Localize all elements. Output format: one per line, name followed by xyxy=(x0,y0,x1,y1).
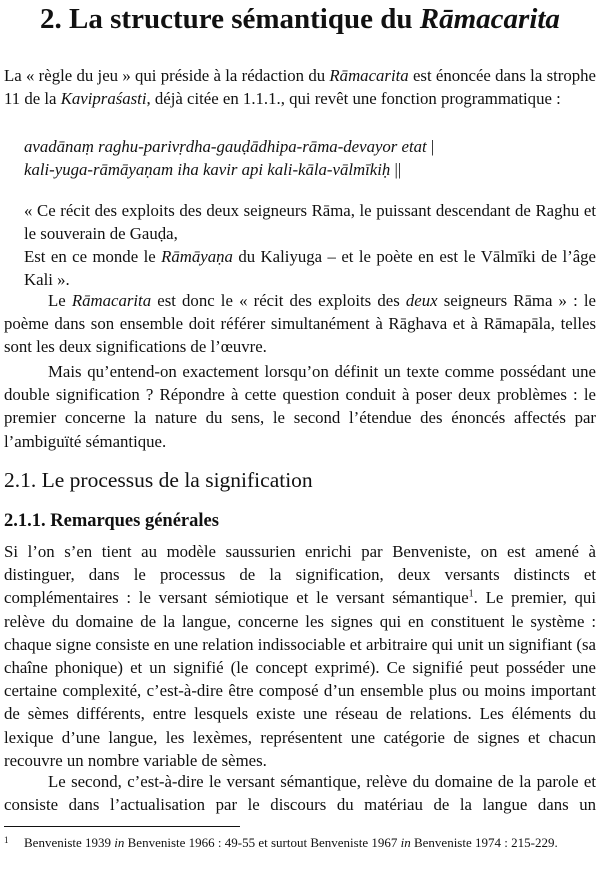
ramacarita-italic-1: Rāmacarita xyxy=(71,291,152,310)
quote-line-2a: Est en ce monde le xyxy=(24,247,162,267)
saussure-text-2: . Le premier, qui relève du domaine de la langue, concerne les signes qui en constituent le système : chaque signe consiste en une relation indissociable et arbitraire qui unit un signifiant (sa chaîne phonique) et un signifié (le concept exprimé). Ce signifié peut posséder une certaine complexité, c’est-à-dire être composé d’un ensemble plus ou moins important de sèmes différents, entre lesquels existe une réseau de relations. Les éléments du lexique d’une langue, les lexèmes, représentent une catégorie de signes et chacun recouvre un nombre variable de sèmes. xyxy=(4,588,596,770)
ramacarita-text-1: Le xyxy=(48,291,72,310)
intro-paragraph xyxy=(4,64,596,110)
footnote-number: 1 xyxy=(4,835,9,845)
footnote-italic-1: in xyxy=(114,835,125,850)
verse-line-2 xyxy=(24,159,584,182)
intro-text-1: La « règle du jeu » qui préside à la rédaction du xyxy=(4,66,330,85)
verse-line-1-text: avadānaṃ raghu-parivṛdha-gauḍādhipa-rāma-devayor etat xyxy=(24,137,427,156)
verse-line-1 xyxy=(24,136,584,159)
ramacarita-text-3: seigneurs Rāma » : le poème dans son ensemble doit référer simultanément à Rāghava et à Rāmapāla, telles sont les deux significations de l’œuvre. xyxy=(4,291,596,357)
intro-text-2: est énoncée dans la strophe 11 de la xyxy=(4,66,596,109)
footnote-italic-2: in xyxy=(400,835,411,850)
intro-italic-1: Rāmacarita xyxy=(329,66,409,85)
footnote-rule xyxy=(4,826,240,827)
intro-text-3: , déjà citée en 1.1.1., qui revêt une fonction programmatique : xyxy=(146,89,561,109)
title-text: 2. La structure sémantique du xyxy=(40,3,420,35)
quote-line-2b: du Kaliyuga – et le poète en est le Vālmīki de l’âge Kali ». xyxy=(24,247,596,290)
footnote-reference[interactable]: 1 xyxy=(468,588,474,600)
footnote-text xyxy=(4,833,596,853)
verse-line-2-text: kali-yuga-rāmāyaṇam iha kavir api kali-kāla-vālmīkiḥ xyxy=(24,159,391,179)
translation-quote xyxy=(24,199,596,292)
footnote-text-3: Benveniste 1974 : 215-229. xyxy=(410,835,558,850)
ramacarita-text-2: est donc le « récit des exploits des xyxy=(151,291,406,310)
footnote xyxy=(4,833,596,853)
title-italic: Rāmacarita xyxy=(419,3,560,35)
intro-italic-2: Kavipraśasti xyxy=(60,89,147,109)
ramacarita-italic-2: deux xyxy=(405,291,438,310)
saussure-paragraph xyxy=(4,540,596,772)
section-heading: 2.1. Le processus de la signification xyxy=(4,468,313,492)
question-paragraph: Mais qu’entend-on exactement lorsqu’on définit un texte comme possédant une double signification ? Répondre à cette question conduit à poser deux problèmes : le premier concerne la nature du sens, le second l’étendue des énoncés affectés par l’ambiguïté sémantique. xyxy=(4,362,596,451)
subsection-heading: 2.1.1. Remarques générales xyxy=(4,511,219,531)
page-title xyxy=(0,2,600,36)
verse-mark-1: | xyxy=(430,137,435,156)
second-paragraph: Le second, c’est-à-dire le versant sémantique, relève du domaine de la parole et consiste dans l’actualisation par le discours du matériau de la langue dans un xyxy=(4,772,596,815)
quote-italic: Rāmāyaṇa xyxy=(161,247,233,267)
ramacarita-paragraph xyxy=(4,289,596,359)
verse-mark-2: || xyxy=(394,159,402,179)
footnote-text-2: Benveniste 1966 : 49-55 et surtout Benveniste 1967 xyxy=(124,835,401,850)
footnote-text-1: Benveniste 1939 xyxy=(24,835,115,850)
saussure-text-1: Si l’on s’en tient au modèle saussurien enrichi par Benveniste, on est amené à distinguer, dans le processus de la signification, deux versants distincts et complémentaires : le versant sémiotique et le versant sémantique xyxy=(4,542,596,608)
sanskrit-verse xyxy=(24,136,584,181)
quote-line-1: « Ce récit des exploits des deux seigneurs Rāma, le puissant descendant de Raghu et le souverain de Gauḍa, xyxy=(24,200,596,243)
